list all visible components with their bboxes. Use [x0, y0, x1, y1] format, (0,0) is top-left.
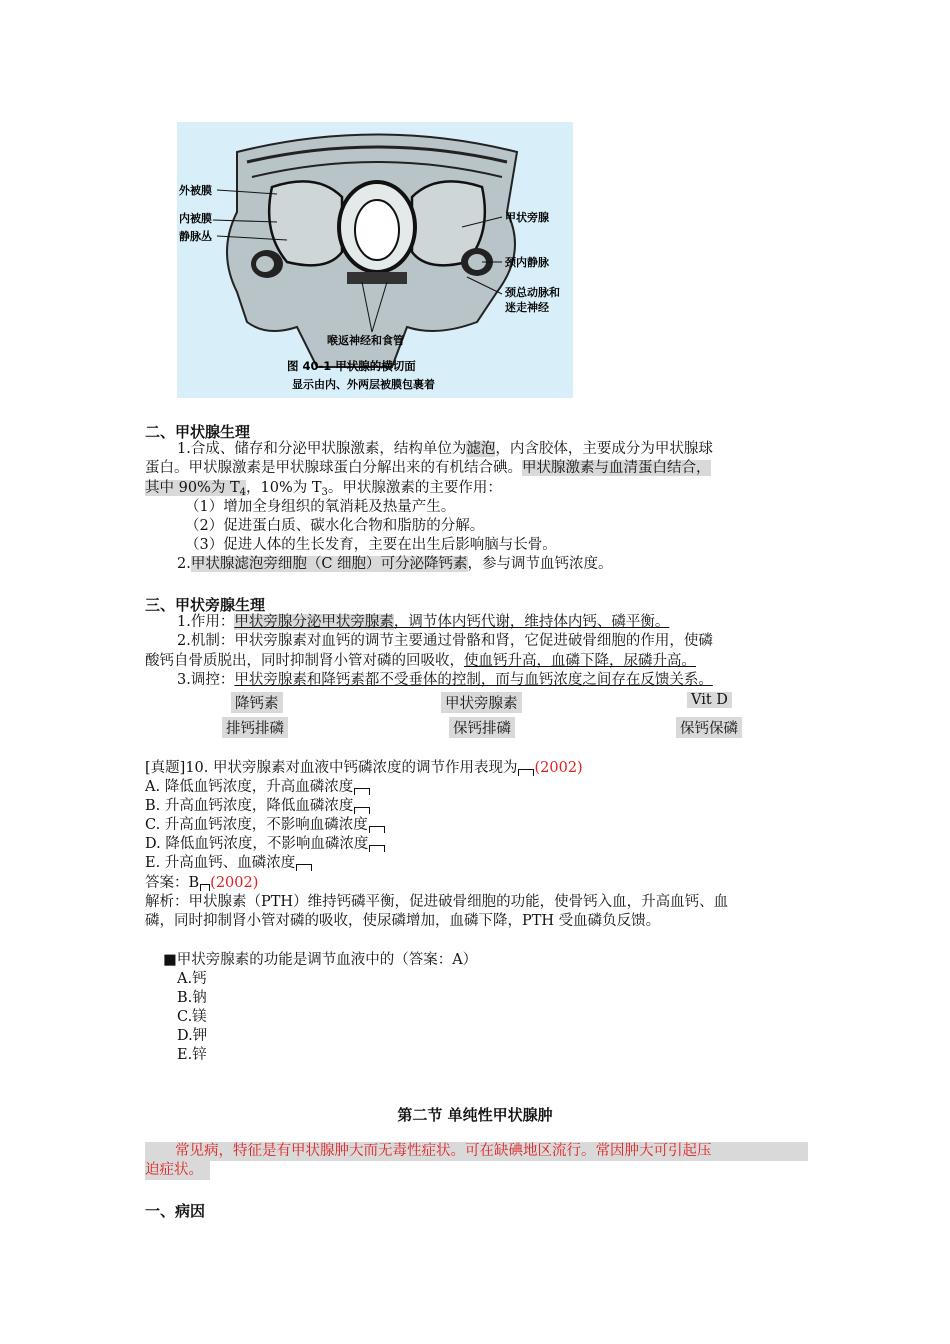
label-recurrent: 喉返神经和食管: [327, 334, 404, 347]
question-analysis-1: 解析：甲状腺素（PTH）维持钙磷平衡，促进破骨细胞的功能，使骨钙入血，升高血钙、血: [145, 894, 729, 910]
blank-bracket: [296, 864, 312, 871]
thyroid-cross-section-figure: [177, 122, 573, 398]
subscript: 3: [321, 487, 328, 498]
question-analysis-2: 磷，同时抑制肾小管对磷的吸收，使尿磷增加，血磷下降，PTH 受血磷负反馈。: [145, 913, 661, 929]
section3-p3: [177, 671, 713, 690]
text-span: 蛋白。甲状腺激素是甲状腺球蛋白分解出来的有机结合碘。: [145, 460, 522, 476]
regulation-cell: 保钙排磷: [449, 717, 515, 738]
highlight-t4: [145, 480, 246, 496]
section2-item2: （2）促进蛋白质、碳水化合物和脂肪的分解。: [185, 518, 485, 534]
figure-caption-2: 显示由内、外两层被膜包裹着: [292, 378, 435, 391]
text-span: 1.合成、储存和分泌甲状腺激素，结构单位为: [177, 441, 467, 457]
text-span: D. 降低血钙浓度，不影响血磷浓度: [145, 836, 369, 852]
text-span: 。甲状腺激素的主要作用：: [327, 480, 502, 496]
section2-item3: （3）促进人体的生长发育，主要在出生后影响脑与长骨。: [185, 537, 557, 553]
label-internal-jugular: 颈内静脉: [505, 256, 549, 269]
text-span: E. 升高血钙、血磷浓度: [145, 855, 296, 871]
text-span: 3.调控：: [177, 672, 235, 688]
section3-heading: 三、甲状旁腺生理: [145, 596, 266, 614]
section2-p1-line2: [145, 459, 711, 478]
text-span: ，参与调节血钙浓度。: [467, 556, 613, 572]
blank-bracket: [200, 884, 210, 891]
label-carotid-1: 颈总动脉和: [505, 286, 560, 299]
text-span: B. 升高血钙浓度，降低血磷浓度: [145, 798, 354, 814]
regulation-cell: 甲状旁腺素: [441, 692, 522, 713]
thyroid-diagram: [177, 122, 573, 398]
blank-bracket: [369, 845, 385, 852]
question-year: (2002): [534, 760, 583, 776]
blank-bracket: [354, 788, 370, 795]
section3-p2-line1: 2.机制：甲状旁腺素对血钙的调节主要通过骨骼和肾，它促进破骨细胞的作用，使磷: [177, 633, 713, 649]
highlight-calcitonin: 甲状腺滤泡旁细胞（C 细胞）可分泌降钙素: [190, 556, 468, 572]
quiz2-option: B.钠: [177, 990, 207, 1006]
intro-text: 迫症状。: [145, 1162, 203, 1178]
section3-p2-line2: [145, 652, 696, 671]
cause-heading: 一、病因: [145, 1202, 206, 1220]
section2-p2: [177, 555, 613, 574]
question-answer: [145, 874, 258, 893]
question-option: [145, 778, 370, 797]
question-option: [145, 816, 385, 835]
text-span: 答案：B: [145, 875, 200, 891]
highlight-pth: 甲状旁腺分泌甲状旁腺素: [234, 614, 394, 630]
label-carotid-2: 迷走神经: [505, 301, 549, 314]
question-option: [145, 797, 370, 816]
blank-bracket: [354, 807, 370, 814]
underlined-text: ，调节体内钙代谢，维持体内钙、磷平衡。: [393, 614, 670, 630]
blank-bracket: [518, 769, 534, 776]
section2-p1-line1: [177, 440, 713, 459]
label-inner-capsule: 内被膜: [179, 212, 212, 225]
subscript: 4: [239, 487, 246, 498]
text-span: 1.作用：: [177, 614, 235, 630]
text-span: 2.: [177, 556, 191, 572]
highlight-follicle: 滤泡: [466, 441, 496, 457]
quiz2-option: D.钾: [177, 1028, 208, 1044]
text-span: C. 升高血钙浓度，不影响血磷浓度: [145, 817, 368, 833]
quiz2-stem: ■甲状旁腺素的功能是调节血液中的（答案：A）: [163, 952, 478, 968]
text-span: ，内含胶体，主要成分为甲状腺球: [495, 441, 713, 457]
text-span: ，10%为 T: [246, 480, 322, 496]
regulation-cell: 排钙排磷: [222, 717, 288, 738]
section2-heading: 二、甲状腺生理: [145, 423, 251, 441]
question-option: [145, 835, 385, 854]
question-stem: [145, 759, 583, 778]
answer-year: (2002): [210, 875, 259, 891]
section2-item1: （1）增加全身组织的氧消耗及热量产生。: [185, 499, 456, 515]
text-span: [真题]10. 甲状旁腺素对血液中钙磷浓度的调节作用表现为: [145, 760, 518, 776]
text-span: A. 降低血钙浓度，升高血磷浓度: [145, 779, 354, 795]
intro-line-2: [145, 1161, 210, 1180]
section3-p1: [177, 613, 669, 632]
text-span: 其中 90%为 T: [145, 480, 240, 496]
quiz2-option: E.锌: [177, 1047, 207, 1063]
section-title: 第二节 单纯性甲状腺肿: [397, 1106, 553, 1124]
regulation-cell: Vit D: [687, 692, 732, 708]
regulation-cell: 保钙保磷: [676, 717, 742, 738]
label-venous-plexus: 静脉丛: [179, 230, 212, 243]
label-outer-capsule: 外被膜: [179, 184, 212, 197]
quiz2-option: C.镁: [177, 1009, 207, 1025]
intro-line-1: [145, 1142, 808, 1161]
highlight-protein-binding: 甲状腺激素与血清蛋白结合，: [522, 460, 711, 476]
quiz2-option: A.钙: [177, 971, 207, 987]
underlined-text: 使血钙升高，血磷下降，尿磷升高。: [464, 653, 696, 669]
underlined-text: 甲状旁腺素和降钙素都不受垂体的控制，而与血钙浓度之间存在反馈关系。: [234, 672, 713, 688]
figure-caption-1: 图 40-1 甲状腺的横切面: [287, 359, 416, 373]
label-parathyroid: 甲状旁腺: [505, 211, 549, 224]
intro-text: 常见病，特征是有甲状腺肿大而无毒性症状。可在缺碘地区流行。常因肿大可引起压: [175, 1143, 712, 1159]
text-span: 酸钙自骨质脱出，同时抑制肾小管对磷的回吸收，: [145, 653, 464, 669]
question-option: [145, 854, 312, 873]
blank-bracket: [369, 826, 385, 833]
regulation-cell: 降钙素: [231, 692, 283, 713]
